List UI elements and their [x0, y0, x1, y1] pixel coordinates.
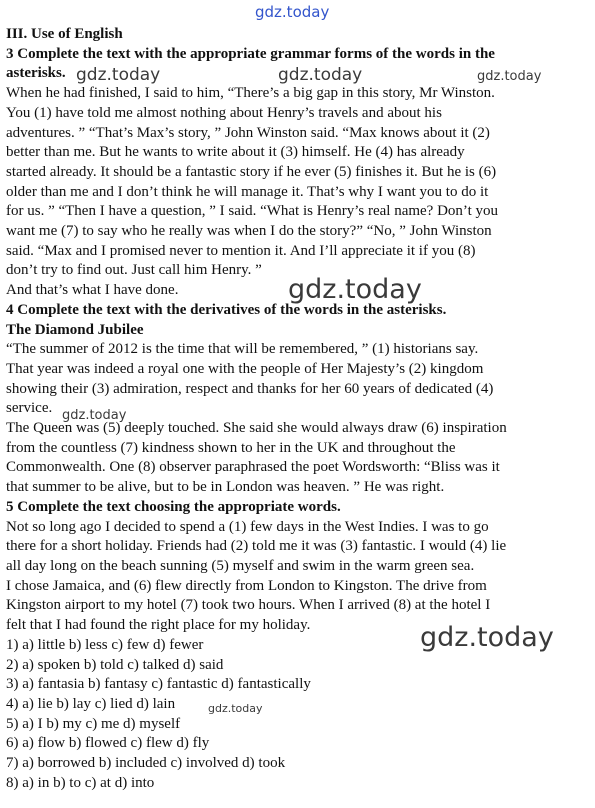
text-line: “The summer of 2012 is the time that will be remembered, ” (1) historians say. [6, 341, 479, 358]
text-line: The Queen was (5) deeply touched. She said she would always draw (6) inspiration [6, 420, 507, 437]
watermark: gdz.today [76, 65, 161, 85]
watermark: gdz.today [477, 69, 542, 84]
exercise-5-text [6, 518, 590, 636]
text-line: felt that I had found the right place for my holiday. [6, 617, 311, 634]
exercise-4-subtitle: The Diamond Jubilee [6, 321, 144, 338]
exercise-5-options [6, 636, 590, 794]
option-line: 2) a) spoken b) told c) talked d) said [6, 656, 224, 673]
exercise-3-heading: 3 Complete the text with the appropriate grammar forms of the words in the [6, 45, 495, 62]
option-line: 8) a) in b) to c) at d) into [6, 774, 155, 791]
watermark: gdz.today [208, 702, 263, 715]
text-line: That year was indeed a royal one with the people of Her Majesty’s (2) kingdom [6, 360, 484, 377]
watermark-top: gdz.today [255, 3, 330, 21]
text-line: older than me and I don’t think he will manage it. That’s why I want you to do it [6, 183, 489, 200]
text-line: I chose Jamaica, and (6) flew directly from London to Kingston. The drive from [6, 577, 487, 594]
text-line: When he had finished, I said to him, “There’s a big gap in this story, Mr Winston. [6, 85, 495, 102]
text-line: service. [6, 400, 53, 417]
text-line: adventures. ” “That’s Max’s story, ” John Winston said. “Max knows about it (2) [6, 124, 490, 141]
text-line: Kingston airport to my hotel (7) took two hours. When I arrived (8) at the hotel I [6, 597, 491, 614]
text-line: Commonwealth. One (8) observer paraphrased the poet Wordsworth: “Bliss was it [6, 459, 500, 476]
text-line: from the countless (7) kindness shown to her in the UK and throughout the [6, 439, 456, 456]
text-line: that summer to be alive, but to be in London was heaven. ” He was right. [6, 479, 445, 496]
section-title: III. Use of English [6, 26, 123, 42]
text-line: all day long on the beach sunning (5) myself and swim in the warm green sea. [6, 557, 475, 574]
text-line: want me (7) to say who he really was when I do the story?” “No, ” John Winston [6, 223, 492, 240]
text-line: there for a short holiday. Friends had (2) told me it was (3) fantastic. I would (4) lie [6, 538, 507, 555]
text-line: showing their (3) admiration, respect and thanks for her 60 years of dedicated (4) [6, 380, 494, 397]
option-line: 7) a) borrowed b) included c) involved d) took [6, 755, 286, 772]
option-line: 3) a) fantasia b) fantasy c) fantastic d) fantastically [6, 676, 311, 693]
exercise-4-text [6, 340, 590, 498]
text-line: started already. It should be a fantastic story if he ever (5) finishes it. But he is (6) [6, 163, 497, 180]
exercise-3-heading-cont: asterisks. [6, 65, 66, 82]
option-line: 1) a) little b) less c) few d) fewer [6, 636, 204, 653]
text-line: don’t try to find out. Just call him Henry. ” [6, 262, 262, 279]
text-line: Not so long ago I decided to spend a (1) few days in the West Indies. I was to go [6, 518, 489, 535]
text-line: You (1) have told me almost nothing about Henry’s travels and about his [6, 104, 442, 121]
text-line: said. “Max and I promised never to mention it. And I’ll appreciate it if you (8) [6, 242, 476, 259]
exercise-5-heading: 5 Complete the text choosing the appropriate words. [6, 498, 341, 515]
text-line: better than me. But he wants to write about it (3) himself. He (4) has already [6, 144, 465, 161]
option-line: 4) a) lie b) lay c) lied d) lain [6, 695, 176, 712]
watermark: gdz.today [62, 408, 127, 423]
text-line: for us. ” “Then I have a question, ” I said. “What is Henry’s real name? Don’t you [6, 203, 499, 220]
exercise-3-text [6, 84, 590, 305]
watermark: gdz.today [420, 622, 554, 653]
exercise-4-heading: 4 Complete the text with the derivatives of the words in the asterisks. [6, 301, 447, 318]
option-line: 6) a) flow b) flowed c) flew d) fly [6, 735, 210, 752]
text-line: And that’s what I have done. [6, 282, 179, 299]
document-body [6, 25, 590, 793]
option-line: 5) a) I b) my c) me d) myself [6, 715, 181, 732]
watermark: gdz.today [278, 65, 363, 85]
watermark: gdz.today [288, 274, 422, 305]
